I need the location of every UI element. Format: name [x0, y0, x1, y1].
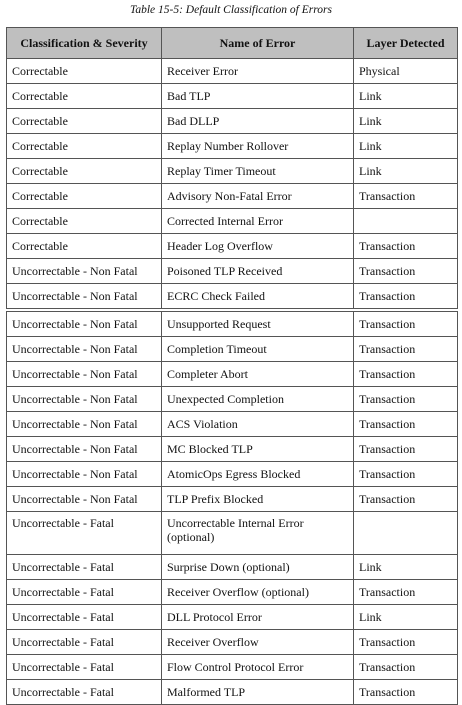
cell-layer: Transaction — [354, 387, 458, 412]
cell-layer: Link — [354, 84, 458, 109]
cell-error-name: ECRC Check Failed — [162, 284, 354, 311]
cell-error-name: Unsupported Request — [162, 310, 354, 337]
table-row — [7, 184, 458, 209]
cell-classification: Correctable — [7, 234, 162, 259]
cell-classification: Correctable — [7, 159, 162, 184]
cell-error-name: Header Log Overflow — [162, 234, 354, 259]
column-header-layer: Layer Detected — [354, 28, 458, 59]
cell-error-name: Unexpected Completion — [162, 387, 354, 412]
cell-classification: Uncorrectable - Non Fatal — [7, 284, 162, 311]
cell-layer: Link — [354, 109, 458, 134]
table-row — [7, 487, 458, 512]
cell-error-name: Malformed TLP — [162, 680, 354, 705]
table-row — [7, 512, 458, 555]
table-row — [7, 310, 458, 337]
cell-layer: Link — [354, 605, 458, 630]
cell-error-name: Receiver Overflow (optional) — [162, 580, 354, 605]
table-row — [7, 580, 458, 605]
cell-error-name: AtomicOps Egress Blocked — [162, 462, 354, 487]
cell-classification: Uncorrectable - Non Fatal — [7, 412, 162, 437]
cell-layer: Transaction — [354, 680, 458, 705]
table-row — [7, 437, 458, 462]
table-row — [7, 555, 458, 580]
cell-error-name: MC Blocked TLP — [162, 437, 354, 462]
table-header-row — [7, 28, 458, 59]
cell-classification: Uncorrectable - Non Fatal — [7, 487, 162, 512]
cell-error-name: Receiver Overflow — [162, 630, 354, 655]
cell-error-name: TLP Prefix Blocked — [162, 487, 354, 512]
cell-layer: Transaction — [354, 630, 458, 655]
table-row — [7, 680, 458, 705]
cell-layer: Transaction — [354, 462, 458, 487]
table-row — [7, 284, 458, 311]
cell-error-name: Flow Control Protocol Error — [162, 655, 354, 680]
table-row — [7, 655, 458, 680]
cell-error-name: Completer Abort — [162, 362, 354, 387]
cell-classification: Uncorrectable - Non Fatal — [7, 259, 162, 284]
cell-layer: Physical — [354, 59, 458, 84]
cell-layer: Transaction — [354, 310, 458, 337]
cell-layer: Transaction — [354, 184, 458, 209]
cell-classification: Uncorrectable - Fatal — [7, 580, 162, 605]
cell-layer: Transaction — [354, 362, 458, 387]
cell-layer: Transaction — [354, 234, 458, 259]
cell-error-name: Uncorrectable Internal Error (optional) — [162, 512, 354, 555]
cell-layer: Transaction — [354, 437, 458, 462]
cell-layer: Link — [354, 555, 458, 580]
cell-classification: Uncorrectable - Fatal — [7, 605, 162, 630]
cell-classification: Uncorrectable - Fatal — [7, 555, 162, 580]
table-caption: Table 15-5: Default Classification of Errors — [129, 4, 332, 16]
cell-error-name: DLL Protocol Error — [162, 605, 354, 630]
cell-error-name: Corrected Internal Error — [162, 209, 354, 234]
cell-classification: Correctable — [7, 59, 162, 84]
cell-classification: Uncorrectable - Fatal — [7, 680, 162, 705]
cell-classification: Uncorrectable - Non Fatal — [7, 337, 162, 362]
cell-layer: Transaction — [354, 580, 458, 605]
table-row — [7, 209, 458, 234]
table-row — [7, 259, 458, 284]
cell-error-name: Surprise Down (optional) — [162, 555, 354, 580]
cell-layer: Transaction — [354, 412, 458, 437]
cell-error-name: Advisory Non-Fatal Error — [162, 184, 354, 209]
table-row — [7, 362, 458, 387]
table-row — [7, 462, 458, 487]
cell-classification: Uncorrectable - Non Fatal — [7, 387, 162, 412]
table-row — [7, 109, 458, 134]
cell-error-name: Poisoned TLP Received — [162, 259, 354, 284]
cell-classification: Uncorrectable - Fatal — [7, 655, 162, 680]
cell-classification: Correctable — [7, 209, 162, 234]
cell-error-name: Replay Timer Timeout — [162, 159, 354, 184]
cell-error-name: Bad TLP — [162, 84, 354, 109]
cell-classification: Uncorrectable - Non Fatal — [7, 310, 162, 337]
cell-layer: Transaction — [354, 284, 458, 311]
cell-error-name: Completion Timeout — [162, 337, 354, 362]
table-row — [7, 84, 458, 109]
column-header-error-name: Name of Error — [162, 28, 354, 59]
cell-layer: Transaction — [354, 259, 458, 284]
cell-classification: Correctable — [7, 134, 162, 159]
table-row — [7, 387, 458, 412]
table-row — [7, 412, 458, 437]
cell-layer: Link — [354, 134, 458, 159]
cell-error-name: Receiver Error — [162, 59, 354, 84]
table-row — [7, 59, 458, 84]
table-row — [7, 134, 458, 159]
cell-layer — [354, 209, 458, 234]
cell-layer: Transaction — [354, 655, 458, 680]
cell-classification: Uncorrectable - Non Fatal — [7, 437, 162, 462]
cell-layer — [354, 512, 458, 555]
cell-classification: Uncorrectable - Fatal — [7, 512, 162, 555]
column-header-classification: Classification & Severity — [7, 28, 162, 59]
cell-classification: Correctable — [7, 109, 162, 134]
cell-classification: Uncorrectable - Non Fatal — [7, 462, 162, 487]
cell-classification: Correctable — [7, 184, 162, 209]
cell-layer: Transaction — [354, 487, 458, 512]
table-row — [7, 337, 458, 362]
table-row — [7, 159, 458, 184]
cell-classification: Uncorrectable - Non Fatal — [7, 362, 162, 387]
cell-layer: Transaction — [354, 337, 458, 362]
cell-classification: Correctable — [7, 84, 162, 109]
cell-error-name: Bad DLLP — [162, 109, 354, 134]
cell-error-name: ACS Violation — [162, 412, 354, 437]
table-body — [7, 59, 458, 705]
cell-error-name: Replay Number Rollover — [162, 134, 354, 159]
cell-layer: Link — [354, 159, 458, 184]
table-row — [7, 605, 458, 630]
table-row — [7, 630, 458, 655]
cell-classification: Uncorrectable - Fatal — [7, 630, 162, 655]
error-classification-table — [6, 27, 458, 705]
table-row — [7, 234, 458, 259]
